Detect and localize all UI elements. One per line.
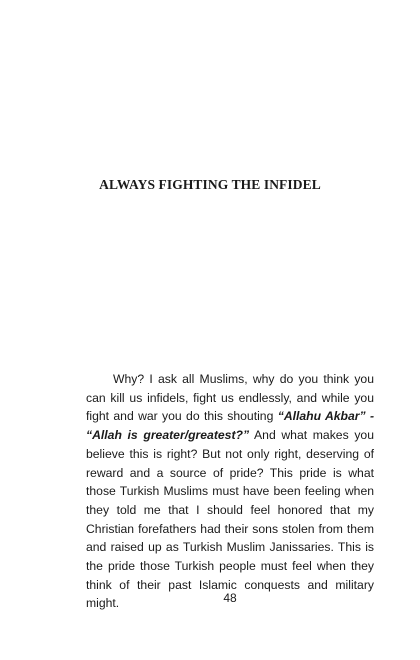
- page-number: 48: [223, 591, 237, 605]
- body-paragraph: [86, 370, 374, 613]
- chapter-title: ALWAYS FIGHTING THE INFIDEL: [99, 177, 321, 192]
- paragraph-emphasis: “Allahu Akbar” - “Allah is greater/greatest?”: [86, 409, 374, 443]
- paragraph-text-part2: And what makes you believe this is right? But not only right, deserving of reward and a source of pride? This pride is what those Turkish Muslims must have been feeling when they told me that I should feel honored that my Christian forefathers had their sons stolen from them and raised up as Turkish Muslim Janissaries. This is the pride those Turkish people must feel when they think of their past Islamic conquests and military might.: [86, 428, 374, 611]
- paragraph-text-part1: Why? I ask all Muslims, why do you think you can kill us infidels, fight us endlessly, and while you fight and war you do this shouting: [86, 372, 374, 424]
